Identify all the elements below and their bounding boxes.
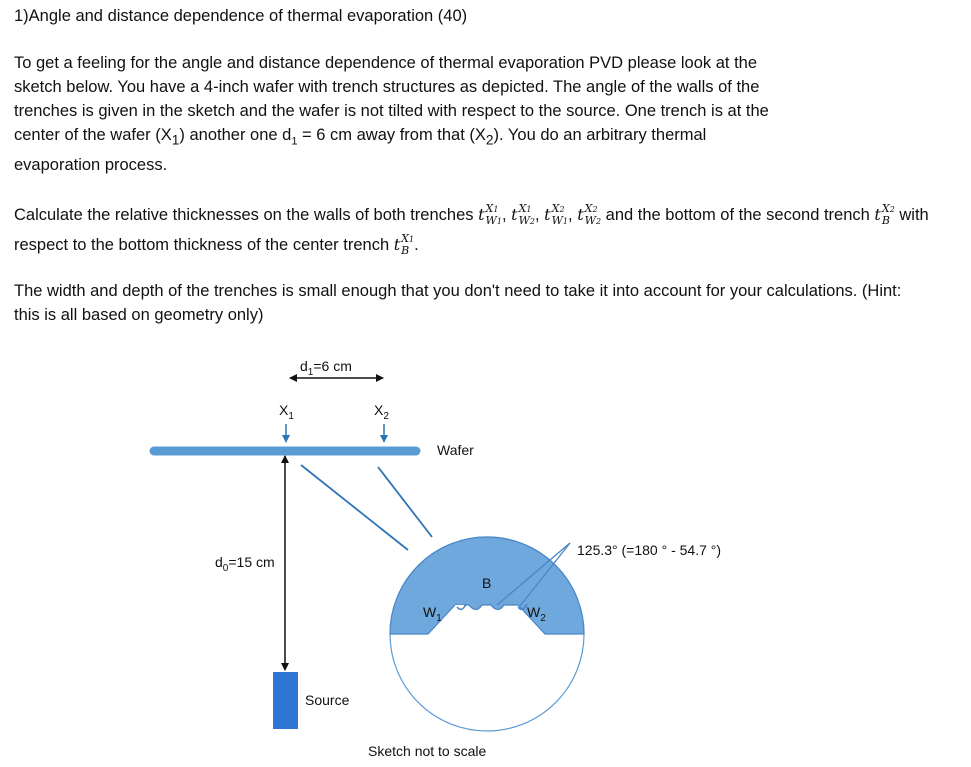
calc-text-2: and the bottom of the second trench — [605, 206, 870, 224]
intro-sub-d1: 1 — [291, 135, 298, 148]
angle-label: 125.3° (=180 ° - 54.7 °) — [577, 542, 722, 558]
intro-sub-x2: 2 — [485, 132, 494, 148]
symbol-t-b-x1: t X1 B — [393, 232, 415, 257]
x1-label: $X_1$ — [279, 402, 294, 422]
sketch-note: Sketch not to scale — [368, 743, 487, 759]
symbol-t-w1-x2: t X2 W1 — [544, 201, 569, 227]
trench-magnifier — [390, 537, 584, 731]
intro-sub-x1: 1 — [171, 132, 180, 148]
symbol-t-w1-x1: t X1 W1 — [478, 201, 502, 227]
intro-text-1: To get a feeling for the angle and distance dependence of thermal evaporation PVD please look at the sketch below. You have a 4-inch wafer with trench structures as depicted. The angle of the walls of the trenches is given in the sketch and the wafer is not tilted with respect to the source. One trench is at the center of the wafer (X — [14, 54, 769, 144]
d1-label: $d_1=6$ cm — [300, 358, 352, 378]
zoom-line-2 — [378, 467, 432, 537]
zoom-line-1 — [301, 465, 408, 550]
problem-width-note: The width and depth of the trenches is small enough that you don't need to take it into account for your calculations. (Hint: this is all based on geometry only) — [14, 282, 902, 324]
calc-text-1: Calculate the relative thicknesses on the walls of both trenches — [14, 206, 474, 224]
problem-intro — [14, 51, 774, 177]
x2-label: $X_2$ — [374, 402, 389, 422]
symbol-t-w2-x2: t X2 W2 — [577, 201, 602, 227]
intro-text-2: ) another one d — [179, 126, 292, 144]
problem-title: 1)Angle and distance dependence of thermal evaporation (40) — [14, 7, 468, 25]
problem-calculation: Calculate the relative thicknesses on the walls of both trenches t X1 W1 , t X1 W2 , t X2 W1 , t X2 W2 and the bottom of the second trench t X2 B with respect to the bottom thickness of the center trench t X1 B . — [14, 201, 929, 257]
source-block — [273, 672, 298, 729]
calc-text-3: with respect to the bottom thickness of the center trench — [14, 206, 929, 254]
w2-label: $W_2$ — [527, 604, 546, 624]
wafer-label: Wafer — [437, 442, 474, 458]
sketch-diagram — [0, 330, 971, 767]
intro-text-4: ). You do an arbitrary thermal evaporation process. — [14, 126, 707, 175]
symbol-t-b-x2: t X2 B — [874, 202, 895, 227]
w1-label: $W_1$ — [423, 604, 442, 624]
intro-text-3: = 6 cm away from that (X — [297, 126, 486, 144]
d1-dimension — [290, 358, 383, 378]
source-label: Source — [305, 692, 350, 708]
d0-label: $d_0=15$ cm — [215, 554, 275, 574]
b-label: B — [482, 575, 492, 591]
symbol-t-w2-x1: t X1 W2 — [511, 201, 535, 227]
